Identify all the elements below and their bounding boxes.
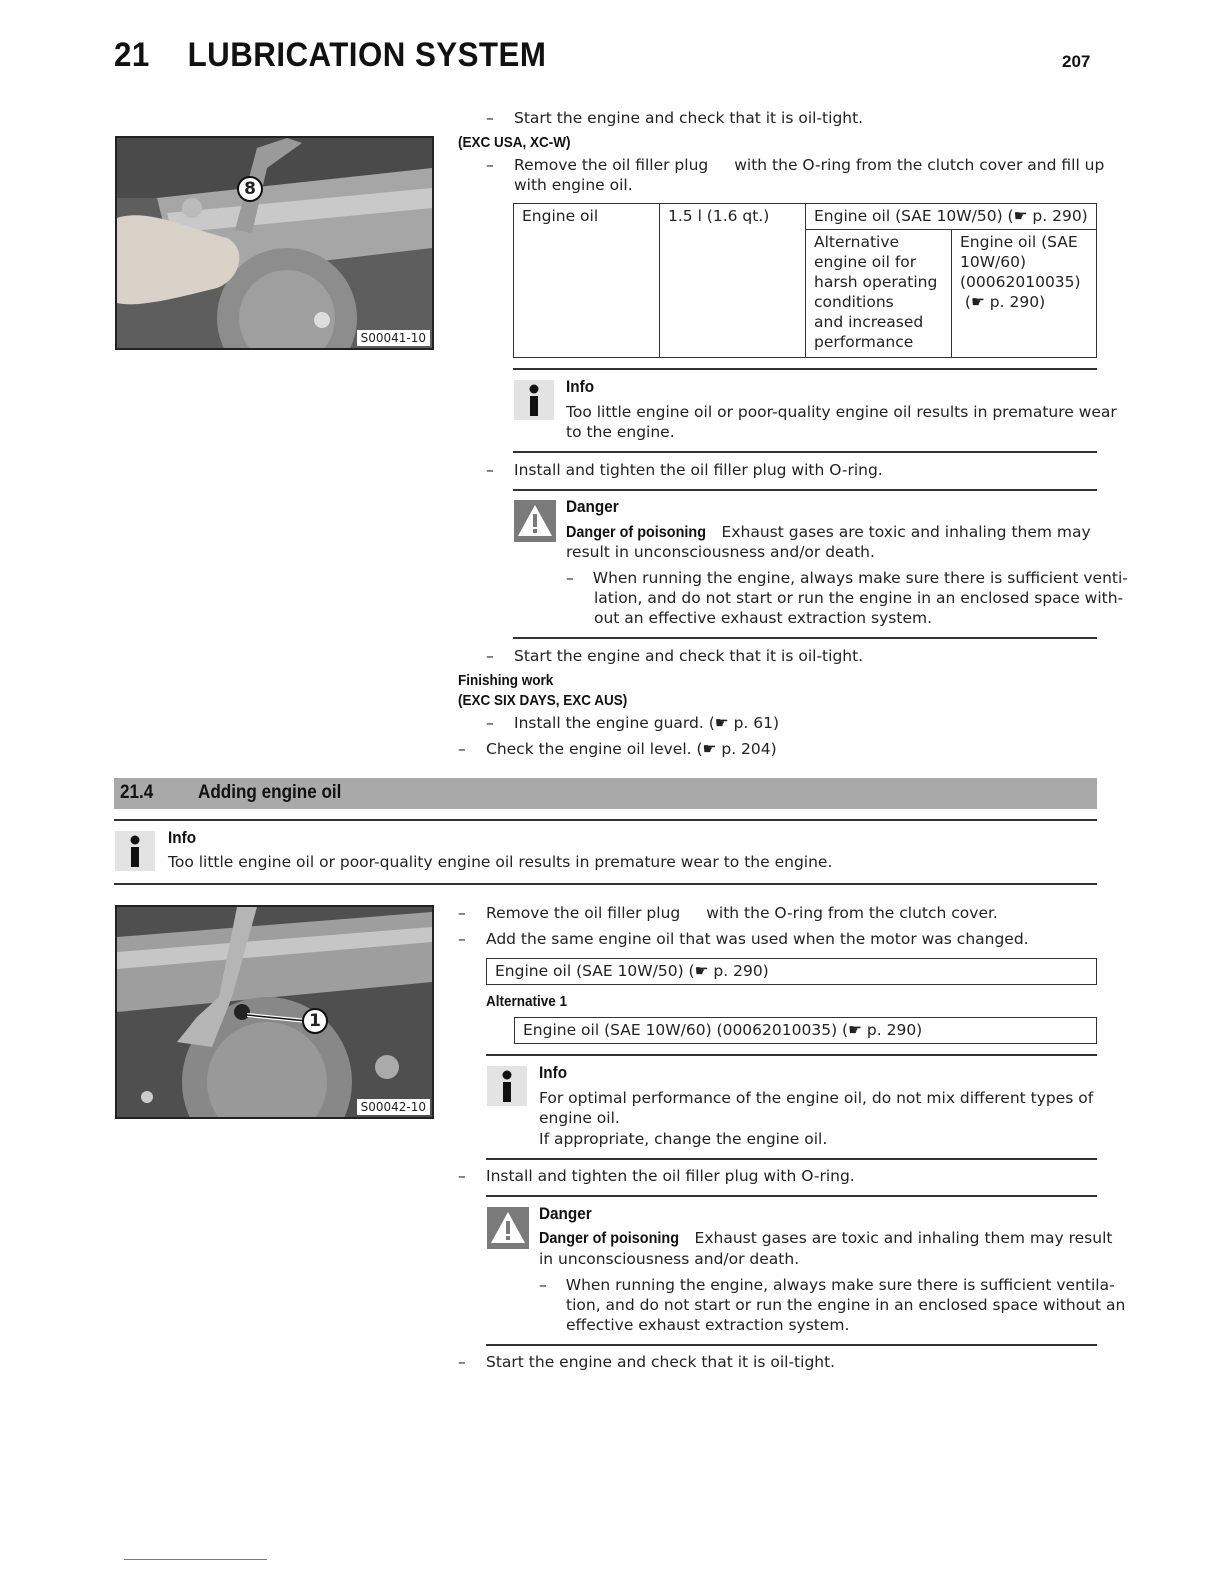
danger-bullet: – When running the engine, always make sure there is sufficient venti-: [566, 569, 1128, 587]
info-icon: [514, 380, 554, 420]
danger-lead: Danger of poisoning: [566, 524, 706, 541]
alt-value-line: (00062010035): [960, 273, 1081, 291]
danger-bullet-text: lation, and do not start or run the engine in an enclosed space with-: [594, 589, 1124, 607]
info-icon: [115, 831, 155, 871]
danger-text-1: Exhaust gases are toxic and inhaling them may: [721, 523, 1091, 541]
danger-bullet-text: effective exhaust extraction system.: [566, 1316, 850, 1334]
table-cell-quantity: 1.5 l (1.6 qt.): [660, 204, 806, 358]
alt-label-line: conditions: [814, 293, 894, 311]
step-install-text: Install and tighten the oil filler plug with O-ring.: [486, 1167, 855, 1185]
callout-number: 1: [309, 1011, 321, 1031]
divider: [513, 637, 1097, 639]
danger-title: Danger: [539, 1204, 592, 1223]
step-remove-text-2: with the O-ring from the clutch cover.: [706, 904, 998, 922]
step-remove-text: Remove the oil filler plug: [514, 156, 709, 174]
divider: [114, 883, 1097, 885]
info-text: engine oil.: [539, 1109, 620, 1127]
engine-photo-top: [115, 136, 434, 350]
danger-bullet-text: out an effective exhaust extraction system.: [594, 609, 933, 627]
divider: [486, 1158, 1097, 1160]
danger-text: [566, 522, 1091, 543]
info-title: Info: [168, 828, 197, 847]
condition-exc-six-days: (EXC SIX DAYS, EXC AUS): [458, 692, 628, 709]
alt-label-line: engine oil for: [814, 253, 917, 271]
step-start: – Start the engine and check that it is oil-tight.: [486, 109, 864, 127]
chapter-name: LUBRICATION SYSTEM: [187, 36, 547, 74]
divider: [513, 489, 1097, 491]
divider: [486, 1054, 1097, 1056]
danger-bullet-text: tion, and do not start or run the engine in an enclosed space without an: [566, 1296, 1126, 1314]
step-install-guard: – Install the engine guard. (☛ p. 61): [486, 714, 780, 732]
info-text: For optimal performance of the engine oil, do not mix different types of: [539, 1089, 1094, 1107]
step-start-2: – Start the engine and check that it is oil-tight.: [486, 647, 864, 665]
alt-label-line: Alternative: [814, 233, 900, 251]
oil-spec-box: Engine oil (SAE 10W/50) (☛ p. 290): [486, 958, 1097, 985]
step-add-text: Add the same engine oil that was used when the motor was changed.: [486, 930, 1029, 948]
engine-illustration: [117, 138, 432, 348]
section-title: Adding engine oil: [198, 782, 342, 803]
divider: [486, 1344, 1097, 1346]
warning-triangle-icon: [514, 500, 556, 542]
alt-value-line: (☛ p. 290): [960, 293, 1046, 311]
step-install-plug: – Install and tighten the oil filler plug with O-ring.: [486, 461, 883, 479]
table-cell-alt-value: [952, 230, 1097, 358]
step-remove-text-2: with the O-ring from the clutch cover and fill up: [734, 156, 1105, 174]
info-title: Info: [566, 377, 595, 396]
chapter-number: 21: [114, 36, 150, 74]
condition-exc-usa: (EXC USA, XC-W): [458, 134, 571, 151]
divider: [114, 819, 1097, 821]
callout-number: 8: [244, 179, 256, 199]
engine-oil-table: [513, 203, 1097, 358]
step-start-final: – Start the engine and check that it is oil-tight.: [458, 1353, 836, 1371]
page-number: 207: [1062, 52, 1091, 71]
step-check-level: – Check the engine oil level. (☛ p. 204): [458, 740, 777, 758]
section-header: [114, 778, 1097, 809]
info-text: Too little engine oil or poor-quality engine oil results in premature wear: [566, 403, 1117, 421]
alt-label-line: harsh operating: [814, 273, 938, 291]
step-install-text: Install and tighten the oil filler plug with O-ring.: [514, 461, 883, 479]
info-text: Too little engine oil or poor-quality engine oil results in premature wear to the engine.: [168, 853, 833, 871]
alt-oil-spec-box: Engine oil (SAE 10W/60) (00062010035) (☛ p. 290): [514, 1017, 1097, 1044]
step-check-text: Check the engine oil level. (☛ p. 204): [486, 740, 777, 758]
alt-label-line: and increased: [814, 313, 924, 331]
table-cell-alt-label: [806, 230, 952, 358]
danger-lead: Danger of poisoning: [539, 1230, 679, 1247]
step-guard-text: Install the engine guard. (☛ p. 61): [514, 714, 780, 732]
table-cell-engine-oil: Engine oil: [514, 204, 660, 358]
alternative-heading: Alternative 1: [486, 993, 568, 1010]
step-install-plug: – Install and tighten the oil filler plug with O-ring.: [458, 1167, 855, 1185]
section-number: 21.4: [120, 782, 154, 803]
photo-code: S00041-10: [357, 330, 430, 346]
danger-text-2: result in unconsciousness and/or death.: [566, 543, 875, 561]
divider: [513, 368, 1097, 370]
divider: [486, 1195, 1097, 1197]
step-add-oil: – Add the same engine oil that was used when the motor was changed.: [458, 930, 1029, 948]
divider: [513, 451, 1097, 453]
danger-title: Danger: [566, 497, 619, 516]
chapter-title: [114, 36, 546, 75]
alt-value-line: Engine oil (SAE: [960, 233, 1078, 251]
callout-8: [237, 176, 263, 202]
alt-label-line: performance: [814, 333, 914, 351]
finishing-work-heading: Finishing work: [458, 672, 554, 689]
danger-text-1: Exhaust gases are toxic and inhaling them may result: [694, 1229, 1113, 1247]
danger-text-2: in unconsciousness and/or death.: [539, 1250, 800, 1268]
step-start-final-text: Start the engine and check that it is oil-tight.: [486, 1353, 836, 1371]
step-start-text: Start the engine and check that it is oil-tight.: [514, 109, 864, 127]
step-remove-plug: – Remove the oil filler plug with the O-ring from the clutch cover and fill up: [486, 156, 1105, 174]
step-remove-text: Remove the oil filler plug: [486, 904, 681, 922]
warning-triangle-icon: [487, 1207, 529, 1249]
info-text: to the engine.: [566, 423, 675, 441]
photo-code: S00042-10: [357, 1099, 430, 1115]
footnote-rule: [124, 1559, 267, 1560]
step-remove-plug: – Remove the oil filler plug with the O-ring from the clutch cover.: [458, 904, 998, 922]
alt-value-line: 10W/60): [960, 253, 1027, 271]
engine-photo-bottom: [115, 905, 434, 1119]
step-start-2-text: Start the engine and check that it is oil-tight.: [514, 647, 864, 665]
step-remove-text-3: with engine oil.: [514, 176, 633, 194]
danger-bullet-text: When running the engine, always make sure there is sufficient ventila-: [565, 1276, 1115, 1294]
danger-bullet: – When running the engine, always make sure there is sufficient ventila-: [539, 1276, 1115, 1294]
danger-bullet-text: When running the engine, always make sure there is sufficient venti-: [592, 569, 1128, 587]
info-icon: [487, 1066, 527, 1106]
info-text: If appropriate, change the engine oil.: [539, 1130, 828, 1148]
danger-text: [539, 1228, 1112, 1249]
info-title: Info: [539, 1063, 568, 1082]
callout-1: [302, 1008, 328, 1034]
table-cell-oil-type: Engine oil (SAE 10W/50) (☛ p. 290): [806, 204, 1097, 230]
